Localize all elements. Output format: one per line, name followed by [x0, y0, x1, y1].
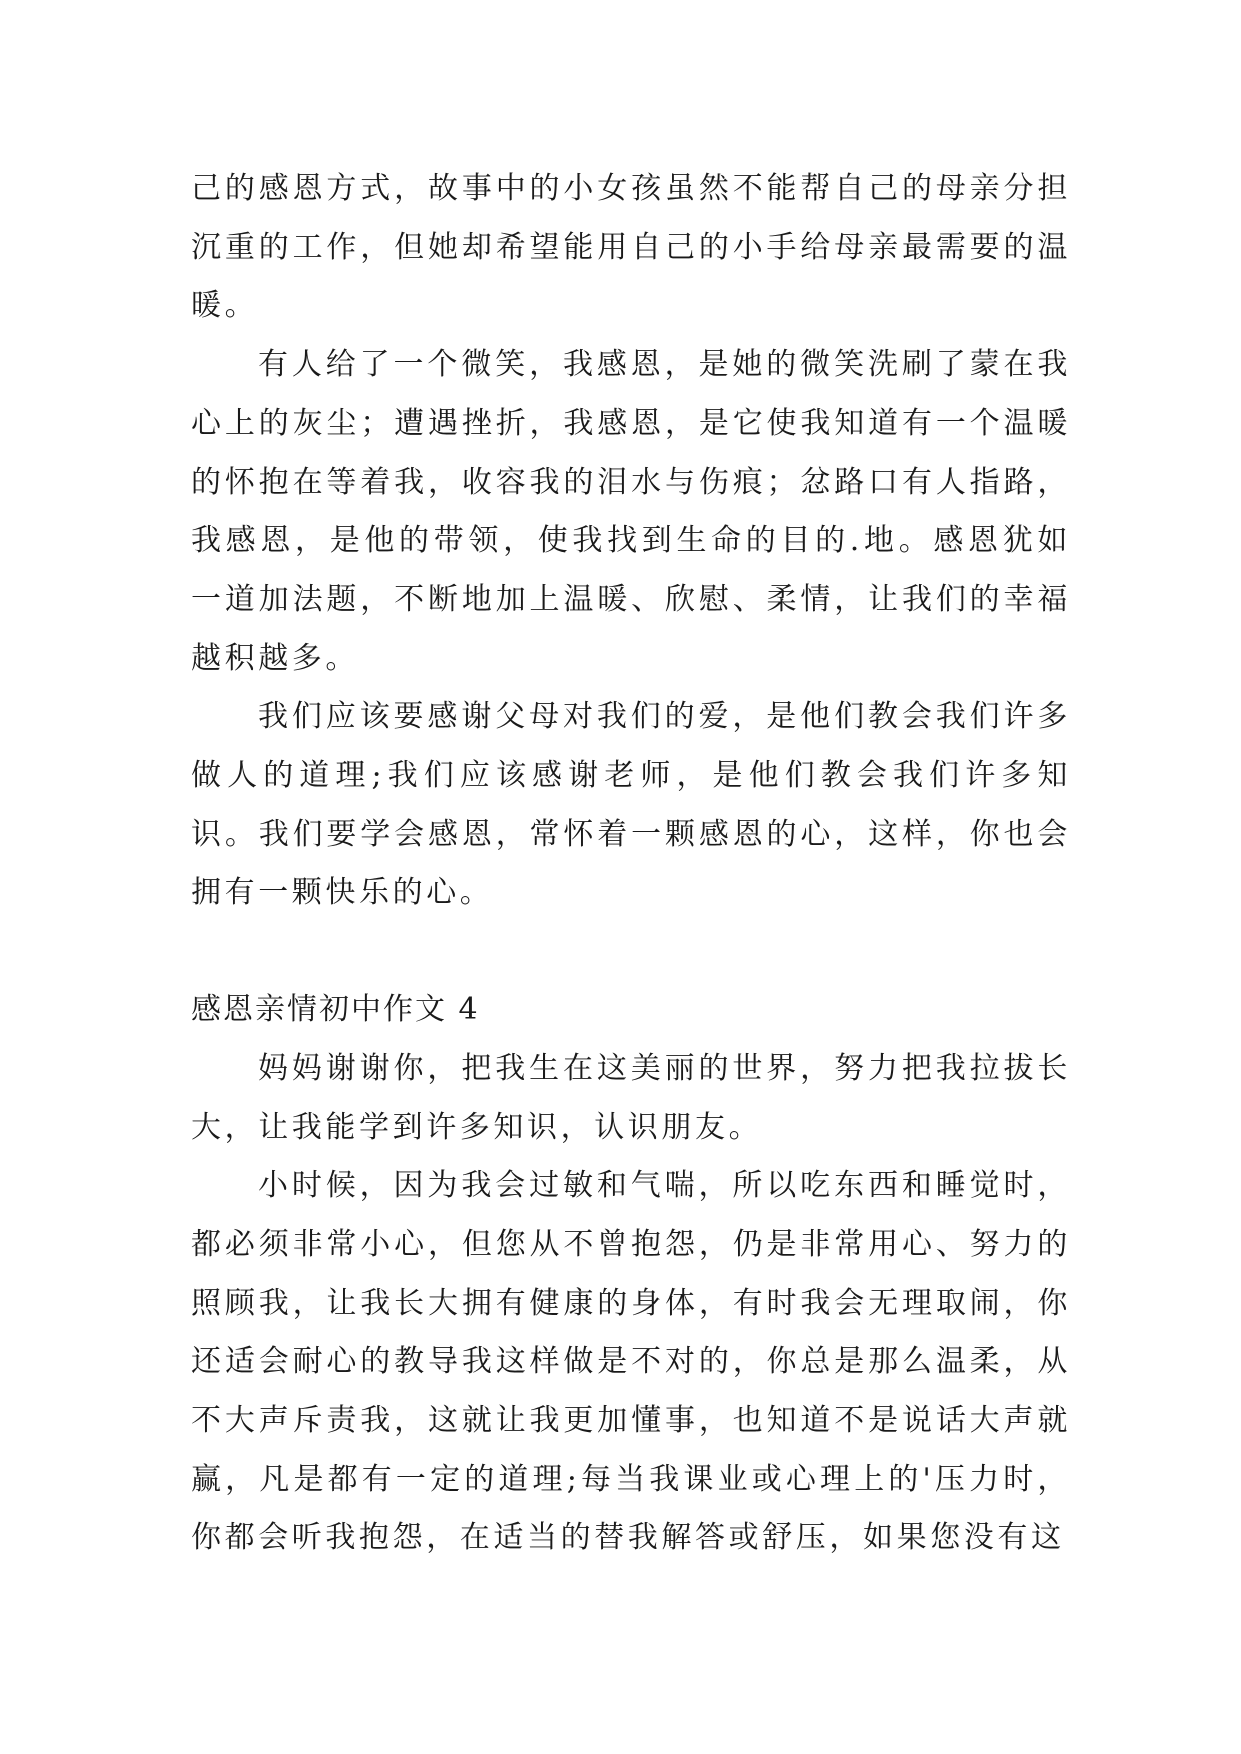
- paragraph-4: 妈妈谢谢你，把我生在这美丽的世界，努力把我拉拔长大，让我能学到许多知识，认识朋友。: [191, 1050, 1071, 1145]
- paragraph-5: 小时候，因为我会过敏和气喘，所以吃东西和睡觉时，都必须非常小心，但您从不曾抱怨，仍是非常用心、努力的照顾我，让我长大拥有健康的身体，有时我会无理取闹，你还适会耐心的教导我这样做是不对的，你总是那么温柔，从不大声斥责我，这就让我更加懂事，也知道不是说话大声就赢，凡是都有一定的道理;每当我课业或心理上的'压力时，你都会听我抱怨，在适当的替我解答或舒压，如果您没有这: [191, 1168, 1071, 1556]
- section-title: 感恩亲情初中作文 4: [191, 992, 480, 1028]
- paragraph-3: 我们应该要感谢父母对我们的爱，是他们教会我们许多做人的道理;我们应该感谢老师，是他们教会我们许多知识。我们要学会感恩，常怀着一颗感恩的心，这样，你也会拥有一颗快乐的心。: [191, 699, 1071, 911]
- paragraph-1: 己的感恩方式，故事中的小女孩虽然不能帮自己的母亲分担沉重的工作，但她却希望能用自己的小手给母亲最需要的温暖。: [191, 171, 1071, 324]
- paragraph-2: 有人给了一个微笑，我感恩，是她的微笑洗刷了蒙在我心上的灰尘；遭遇挫折，我感恩，是它使我知道有一个温暖的怀抱在等着我，收容我的泪水与伤痕；忿路口有人指路，我感恩，是他的带领，使我找到生命的目的.地。感恩犹如一道加法题，不断地加上温暖、欣慰、柔情，让我们的幸福越积越多。: [191, 347, 1071, 676]
- document-body: [191, 160, 1071, 1568]
